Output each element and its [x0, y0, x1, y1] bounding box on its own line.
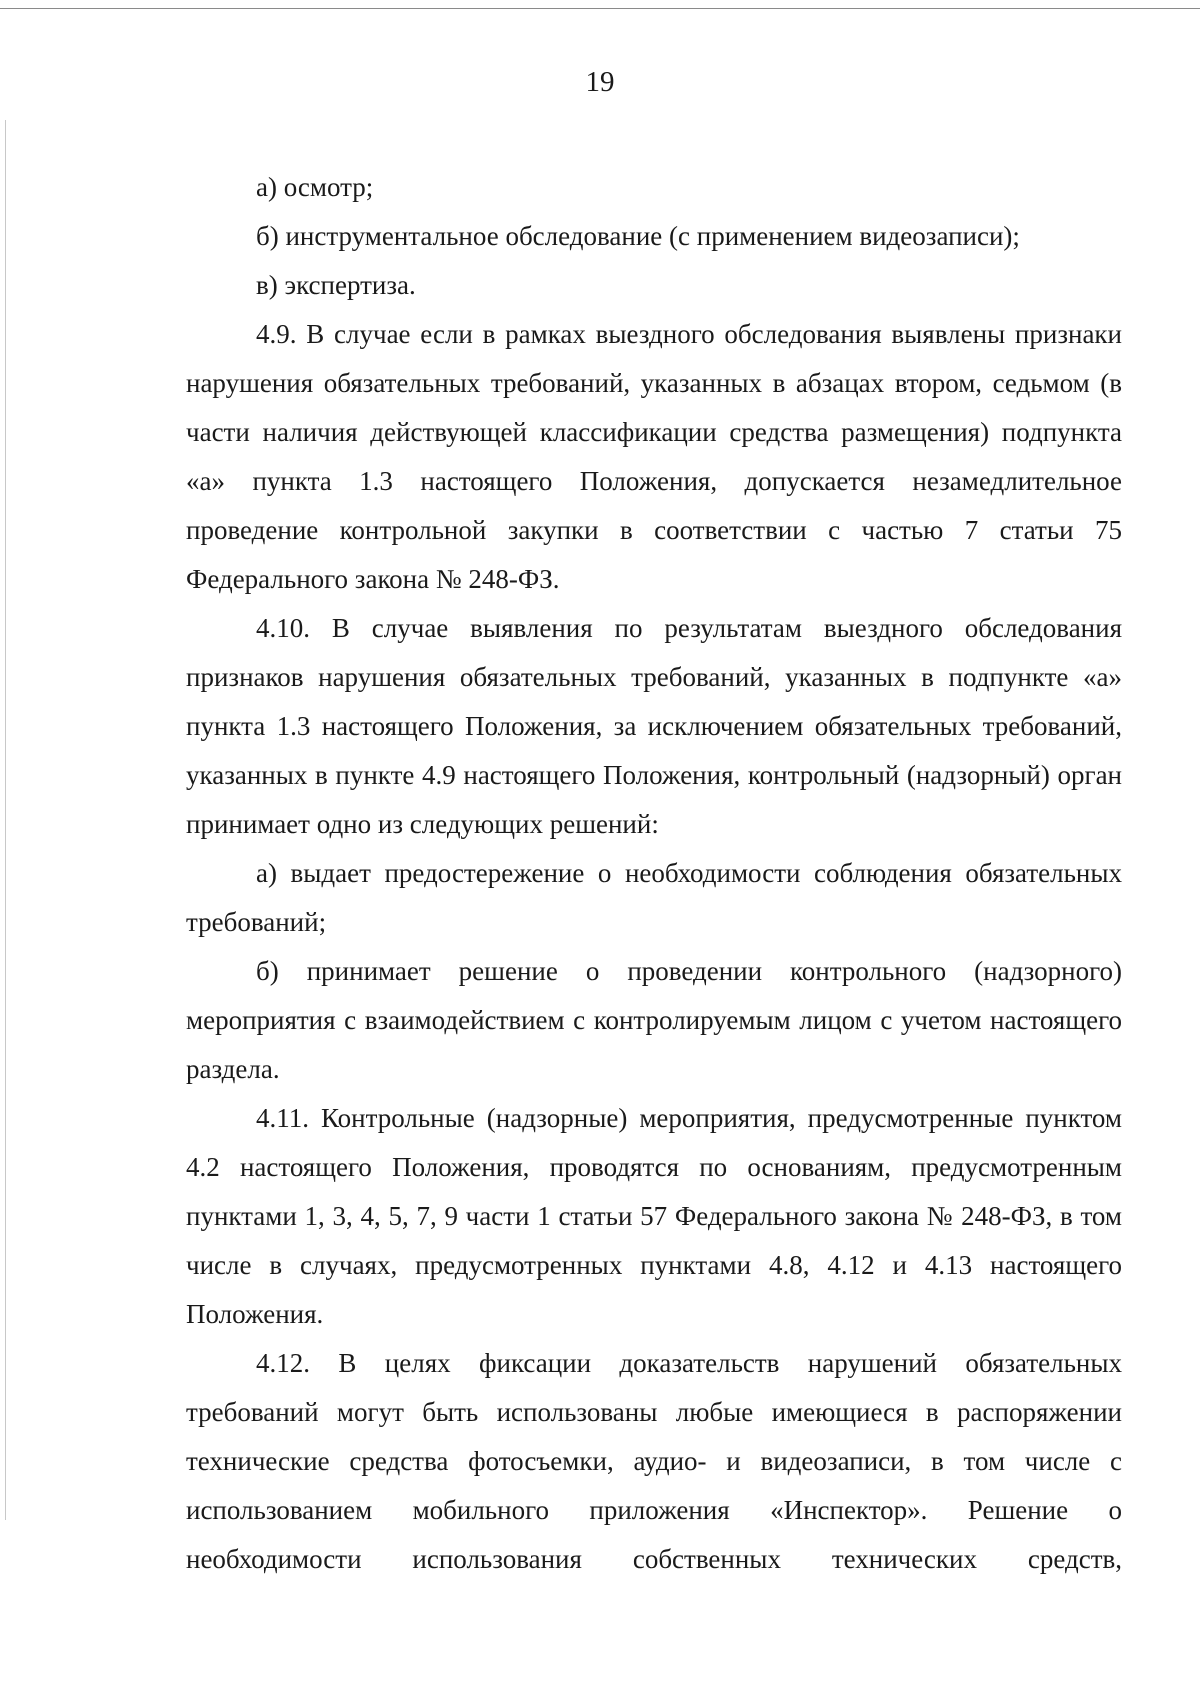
scan-left-border — [5, 120, 6, 1520]
scan-top-border — [0, 8, 1200, 9]
paragraph-4-10-a: а) выдает предостережение о необходимости соблюдения обязательных требований; — [186, 858, 1122, 937]
page-number: 19 — [585, 66, 615, 98]
paragraph-4-12: 4.12. В целях фиксации доказательств нарушений обязательных требований могут быть использованы любые имеющиеся в распоряжении технические средства фотосъемки, аудио- и видеозаписи, в том числе с использованием мобильного приложения «Инспектор». Решение о необходимости использования собственных технических средств, — [186, 1348, 1122, 1574]
paragraph-4-10: 4.10. В случае выявления по результатам выездного обследования признаков нарушения обязательных требований, указанных в подпункте «а» пункта 1.3 настоящего Положения, за исключением обязательных требований, указанных в пункте 4.9 настоящего Положения, контрольный (надзорный) орган принимает одно из следующих решений: — [186, 613, 1122, 839]
paragraph-4-11: 4.11. Контрольные (надзорные) мероприятия, предусмотренные пунктом 4.2 настоящего Положения, проводятся по основаниям, предусмотренным пунктами 1, 3, 4, 5, 7, 9 части 1 статьи 57 Федерального закона № 248-ФЗ, в том числе в случаях, предусмотренных пунктами 4.8, 4.12 и 4.13 настоящего Положения. — [186, 1103, 1122, 1329]
paragraph-4-9: 4.9. В случае если в рамках выездного обследования выявлены признаки нарушения обязательных требований, указанных в абзацах втором, седьмом (в части наличия действующей классификации средства размещения) подпункта «а» пункта 1.3 настоящего Положения, допускается незамедлительное проведение контрольной закупки в соответствии с частью 7 статьи 75 Федерального закона № 248-ФЗ. — [186, 319, 1122, 594]
paragraph-4-10-b: б) принимает решение о проведении контрольного (надзорного) мероприятия с взаимодействием с контролируемым лицом с учетом настоящего раздела. — [186, 956, 1122, 1084]
document-body — [186, 163, 1122, 1584]
list-item-a-inspection: а) осмотр; — [256, 172, 374, 202]
list-item-c-expertise: в) экспертиза. — [256, 270, 416, 300]
list-item-b-instrumental-survey: б) инструментальное обследование (с применением видеозаписи); — [256, 221, 1020, 251]
